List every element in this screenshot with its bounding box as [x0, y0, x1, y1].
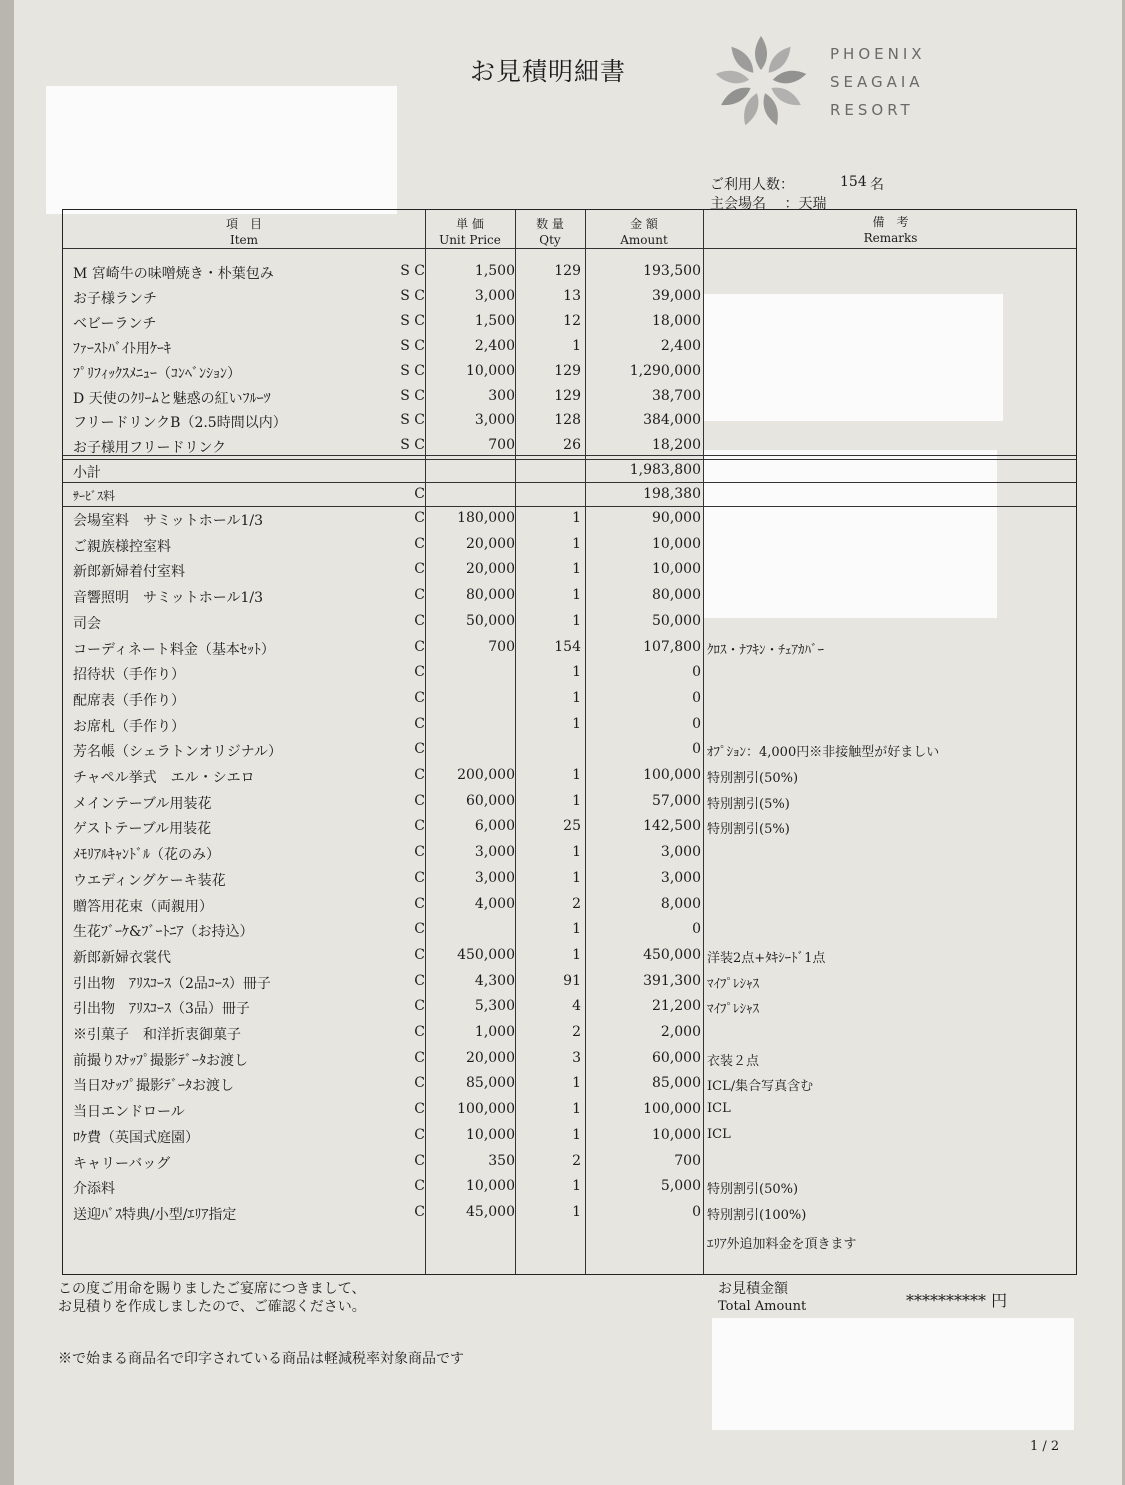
- cell-qty: 1: [572, 1126, 581, 1143]
- cell-amount: 18,200: [652, 437, 701, 454]
- table-row: [63, 259, 1078, 284]
- cell-amount: 3,000: [660, 869, 701, 886]
- cell-price: 80,000: [466, 587, 515, 604]
- cell-price: 100,000: [457, 1101, 515, 1118]
- cell-qty: 1: [572, 689, 581, 706]
- table-row: [63, 309, 1078, 334]
- col-header-price: 単 価 Unit Price: [439, 217, 501, 247]
- table-row: [63, 532, 1078, 557]
- cell-tax: S C: [400, 312, 425, 329]
- cell-remarks: ICL: [707, 1101, 731, 1117]
- cell-item: 介添料: [73, 1181, 115, 1198]
- cell-tax: S C: [400, 412, 425, 429]
- table-row: [63, 1046, 1078, 1071]
- table-row: [63, 840, 1078, 865]
- cell-amount: 0: [692, 689, 701, 706]
- cell-item: 引出物 ｱﾘｽｺｰｽ（3品）冊子: [73, 1001, 250, 1018]
- cell-remarks: ICL: [707, 1126, 731, 1142]
- cell-amount: 38,700: [652, 387, 701, 404]
- cell-qty: 1: [572, 337, 581, 354]
- cell-qty: 1: [572, 587, 581, 604]
- cell-amount: 2,400: [660, 337, 701, 354]
- venue-info: 主会場名 ：天瑞: [710, 196, 827, 212]
- cell-amount: 3,000: [660, 844, 701, 861]
- cell-amount: 0: [692, 715, 701, 732]
- table-row: [63, 433, 1078, 458]
- cell-qty: 3: [572, 1049, 581, 1066]
- cell-remarks: ﾏｲﾌﾟﾚｼｬｽ: [707, 1002, 759, 1018]
- cell-item: D 天使のｸﾘｰﾑと魅惑の紅いﾌﾙｰﾂ: [73, 390, 271, 407]
- col-header-remarks: 備 考 Remarks: [863, 215, 918, 245]
- cell-price: 700: [488, 638, 515, 655]
- cell-tax: C: [414, 535, 425, 552]
- footer-message: この度ご用命を賜りましたご宴席につきまして、 お見積りを作成しましたので、ご確認ください。: [58, 1281, 366, 1315]
- resort-logo-text: PHOENIX SEAGAIA RESORT: [830, 45, 926, 119]
- cell-item: 送迎ﾊﾞｽ特典/小型/ｴﾘｱ指定: [73, 1206, 237, 1223]
- cell-amount: 80,000: [652, 587, 701, 604]
- cell-item: お席札（手作り）: [73, 718, 185, 735]
- cell-price: 45,000: [466, 1203, 515, 1220]
- cell-qty: 2: [572, 1152, 581, 1169]
- cell-qty: 128: [554, 412, 581, 429]
- cell-qty: 1: [572, 561, 581, 578]
- document-title: お見積明細書: [470, 57, 627, 86]
- cell-amount: 1,290,000: [629, 362, 701, 379]
- cell-qty: 26: [563, 437, 581, 454]
- cell-price: 3,000: [474, 869, 515, 886]
- cell-item: 配席表（手作り）: [73, 692, 185, 709]
- table-row: [63, 789, 1078, 814]
- redaction-customer: [46, 86, 397, 214]
- table-row: [63, 1097, 1078, 1122]
- table-row: [63, 892, 1078, 917]
- cell-qty: 129: [554, 362, 581, 379]
- cell-item: フリードリンクB（2.5時間以内）: [73, 415, 287, 432]
- cell-price: 3,000: [474, 412, 515, 429]
- cell-tax: S C: [400, 287, 425, 304]
- cell-tax: C: [414, 638, 425, 655]
- table-row: [63, 814, 1078, 839]
- cell-tax: C: [414, 1152, 425, 1169]
- cell-price: 180,000: [457, 510, 515, 526]
- cell-item: ﾌｧｰｽﾄﾊﾞｲﾄ用ｹｰｷ: [73, 340, 171, 357]
- cell-qty: 1: [572, 612, 581, 629]
- cell-price: 5,300: [474, 998, 515, 1015]
- cell-amount: 10,000: [652, 561, 701, 578]
- cell-qty: 1: [572, 715, 581, 732]
- cell-item: チャペル挙式 エル・シエロ: [73, 770, 255, 786]
- table-row: [63, 583, 1078, 608]
- cell-qty: 2: [572, 895, 581, 912]
- extra-remark-row: ｴﾘｱ外追加料金を頂きます: [707, 1237, 857, 1252]
- cell-tax: S C: [400, 263, 425, 279]
- cell-price: 1,500: [474, 312, 515, 329]
- cell-item: ﾛｹ費（英国式庭園）: [73, 1129, 199, 1146]
- cell-tax: C: [414, 510, 425, 526]
- cell-remarks: 洋装2点+ﾀｷｼｰﾄﾞ1点: [707, 950, 826, 966]
- col-header-qty: 数 量 Qty: [536, 217, 564, 247]
- cell-price: 50,000: [466, 612, 515, 629]
- cell-qty: 1: [572, 1178, 581, 1195]
- cell-tax: C: [414, 818, 425, 835]
- cell-tax: C: [414, 921, 425, 938]
- table-row: [63, 943, 1078, 968]
- cell-remarks: 特別割引(5%): [707, 822, 790, 838]
- cell-qty: 1: [572, 1101, 581, 1118]
- cell-qty: 1: [572, 1075, 581, 1092]
- cell-item: 新郎新婦着付室料: [73, 564, 185, 581]
- cell-amount: 8,000: [660, 895, 701, 912]
- cell-item: 引出物 ｱﾘｽｺｰｽ（2品ｺｰｽ）冊子: [73, 975, 271, 992]
- cell-amount: 100,000: [643, 1101, 701, 1118]
- cell-amount: 0: [692, 664, 701, 681]
- cell-item: 司会: [73, 615, 101, 632]
- cell-tax: C: [414, 587, 425, 604]
- table-row: [63, 635, 1078, 660]
- table-row: [63, 763, 1078, 788]
- cell-amount: 193,500: [643, 263, 701, 279]
- cell-item: 贈答用花束（両親用）: [73, 898, 213, 915]
- cell-tax: C: [414, 946, 425, 963]
- cell-price: 2,400: [474, 337, 515, 354]
- cell-item: 芳名帳（シェラトンオリジナル）: [73, 744, 283, 761]
- cell-tax: C: [414, 972, 425, 989]
- cell-qty: 1: [572, 1203, 581, 1220]
- table-row: [63, 686, 1078, 711]
- table-row: [63, 866, 1078, 891]
- table-row: [63, 557, 1078, 582]
- cell-price: 1,500: [474, 263, 515, 279]
- cell-item: ウエディングケーキ装花: [73, 872, 226, 889]
- cell-tax: C: [414, 664, 425, 681]
- cell-qty: 1: [572, 664, 581, 681]
- total-label: お見積金額 Total Amount: [718, 1281, 807, 1314]
- table-row: [63, 408, 1078, 433]
- cell-item: ﾒﾓﾘｱﾙｷｬﾝﾄﾞﾙ（花のみ）: [73, 847, 220, 864]
- cell-price: 10,000: [466, 362, 515, 379]
- cell-amount: 85,000: [652, 1075, 701, 1092]
- guests-info: ご利用人数： 154 名: [710, 174, 884, 193]
- table-row: [63, 506, 1078, 531]
- cell-amount: 2,000: [660, 1024, 701, 1040]
- cell-qty: 1: [572, 869, 581, 886]
- cell-price: 4,300: [474, 972, 515, 989]
- cell-remarks: ｸﾛｽ・ﾅﾌｷﾝ・ﾁｪｱｶﾊﾞｰ: [707, 642, 825, 658]
- cell-qty: 1: [572, 946, 581, 963]
- cell-tax: S C: [400, 437, 425, 454]
- cell-item: M 宮崎牛の味噌焼き・朴葉包み: [73, 266, 274, 282]
- cell-tax: C: [414, 1203, 425, 1220]
- cell-tax: S C: [400, 362, 425, 379]
- phoenix-logo-icon: [708, 32, 814, 132]
- cell-amount: 90,000: [652, 510, 701, 526]
- cell-tax: C: [414, 844, 425, 861]
- cell-remarks: ﾏｲﾌﾟﾚｼｬｽ: [707, 976, 759, 992]
- cell-remarks: 特別割引(100%): [707, 1207, 807, 1223]
- cell-amount: 0: [692, 741, 701, 758]
- cell-item: コーディネート料金（基本ｾｯﾄ）: [73, 641, 275, 658]
- cell-qty: 1: [572, 510, 581, 526]
- cell-amount: 39,000: [652, 287, 701, 304]
- cell-price: 200,000: [457, 767, 515, 783]
- cell-amount: 10,000: [652, 1126, 701, 1143]
- cell-price: 10,000: [466, 1178, 515, 1195]
- cell-remarks: 特別割引(5%): [707, 796, 790, 812]
- cell-price: 6,000: [474, 818, 515, 835]
- cell-qty: 154: [554, 638, 581, 655]
- cell-amount: 5,000: [660, 1178, 701, 1195]
- service-row: ｻｰﾋﾞｽ料 C 198,380: [73, 486, 701, 503]
- cell-item: 当日ｽﾅｯﾌﾟ撮影ﾃﾞｰﾀお渡し: [73, 1078, 234, 1095]
- col-header-amount: 金 額 Amount: [620, 217, 668, 247]
- cell-amount: 57,000: [652, 792, 701, 809]
- cell-item: お子様ランチ: [73, 290, 157, 307]
- cell-amount: 0: [692, 921, 701, 938]
- cell-price: 3,000: [474, 844, 515, 861]
- cell-qty: 1: [572, 844, 581, 861]
- cell-item: お子様用フリードリンク: [73, 440, 227, 457]
- redaction-bottom: [712, 1318, 1074, 1430]
- cell-qty: 12: [563, 312, 581, 329]
- table-row: [63, 384, 1078, 409]
- table-row: [63, 1174, 1078, 1199]
- cell-qty: 2: [572, 1024, 581, 1040]
- cell-tax: C: [414, 689, 425, 706]
- cell-amount: 50,000: [652, 612, 701, 629]
- cell-amount: 18,000: [652, 312, 701, 329]
- table-row: [63, 969, 1078, 994]
- cell-price: 300: [488, 387, 515, 404]
- cell-qty: 13: [563, 287, 581, 304]
- cell-tax: C: [414, 792, 425, 809]
- cell-item: 新郎新婦衣裳代: [73, 949, 171, 966]
- cell-remarks: ｵﾌﾟｼｮﾝ：4,000円※非接触型が好ましい: [707, 745, 940, 761]
- cell-tax: S C: [400, 387, 425, 404]
- table-row: [63, 1200, 1078, 1225]
- cell-amount: 60,000: [652, 1049, 701, 1066]
- cell-amount: 107,800: [643, 638, 701, 655]
- cell-amount: 21,200: [652, 998, 701, 1015]
- cell-amount: 10,000: [652, 535, 701, 552]
- cell-item: 招待状（手作り）: [73, 667, 185, 684]
- table-row: [63, 1149, 1078, 1174]
- cell-tax: C: [414, 715, 425, 732]
- cell-price: 3,000: [474, 287, 515, 304]
- cell-tax: C: [414, 1101, 425, 1118]
- table-row: [63, 1020, 1078, 1045]
- page-number: 1 / 2: [1030, 1439, 1060, 1454]
- cell-price: 85,000: [466, 1075, 515, 1092]
- cell-price: 450,000: [457, 946, 515, 963]
- cell-tax: S C: [400, 337, 425, 354]
- cell-amount: 384,000: [643, 412, 701, 429]
- table-row: [63, 994, 1078, 1019]
- cell-item: ※引菓子 和洋折衷御菓子: [73, 1027, 241, 1043]
- cell-amount: 700: [674, 1152, 701, 1169]
- cell-qty: 129: [554, 263, 581, 279]
- table-row: [63, 712, 1078, 737]
- cell-item: キャリーバッグ: [73, 1155, 171, 1172]
- cell-tax: C: [414, 561, 425, 578]
- cell-item: 前撮りｽﾅｯﾌﾟ撮影ﾃﾞｰﾀお渡し: [73, 1052, 248, 1069]
- cell-remarks: 特別割引(50%): [707, 771, 799, 786]
- table-row: [63, 1071, 1078, 1096]
- cell-tax: C: [414, 741, 425, 758]
- cell-price: 350: [488, 1152, 515, 1169]
- cell-item: 会場室料 サミットホール1/3: [73, 513, 263, 529]
- cell-tax: C: [414, 1075, 425, 1092]
- cell-item: ベビーランチ: [73, 315, 157, 332]
- cell-price: 10,000: [466, 1126, 515, 1143]
- cell-tax: C: [414, 1049, 425, 1066]
- table-row: [63, 334, 1078, 359]
- cell-amount: 142,500: [643, 818, 701, 835]
- cell-tax: C: [414, 998, 425, 1015]
- cell-tax: C: [414, 1126, 425, 1143]
- cell-qty: 91: [563, 972, 581, 989]
- cell-remarks: 特別割引(50%): [707, 1182, 799, 1198]
- cell-price: 20,000: [466, 1049, 515, 1066]
- cell-qty: 1: [572, 535, 581, 552]
- cell-item: 音響照明 サミットホール1/3: [73, 590, 263, 607]
- table-row: [63, 1123, 1078, 1148]
- table-row: [63, 609, 1078, 634]
- cell-price: 60,000: [466, 792, 515, 809]
- col-header-item: 項 目 Item: [225, 217, 262, 247]
- table-row: [63, 737, 1078, 762]
- cell-remarks: ICL/集合写真含む: [707, 1079, 814, 1095]
- cell-item: ゲストテーブル用装花: [73, 821, 212, 838]
- cell-amount: 450,000: [643, 946, 701, 963]
- cell-price: 20,000: [466, 561, 515, 578]
- cell-qty: 4: [572, 998, 581, 1015]
- cell-item: ご親族様控室料: [73, 538, 171, 555]
- cell-qty: 129: [554, 387, 581, 404]
- cell-tax: C: [414, 1024, 425, 1040]
- cell-item: 生花ﾌﾞｰｹ&ﾌﾞｰﾄﾆｱ（お持込）: [73, 924, 254, 941]
- cell-amount: 100,000: [643, 767, 701, 783]
- cell-price: 1,000: [474, 1024, 515, 1040]
- table-row: [63, 359, 1078, 384]
- reduced-tax-note: ※で始まる商品名で印字されている商品は軽減税率対象商品です: [58, 1351, 464, 1367]
- cell-qty: 1: [572, 792, 581, 809]
- cell-item: 当日エンドロール: [73, 1104, 185, 1121]
- subtotal-row: 小計 1,983,800: [73, 462, 701, 481]
- cell-item: メインテーブル用装花: [73, 795, 212, 812]
- cell-tax: C: [414, 869, 425, 886]
- table-row: [63, 660, 1078, 685]
- cell-amount: 391,300: [643, 972, 701, 989]
- estimate-table: [62, 209, 1077, 1275]
- cell-remarks: 衣装２点: [707, 1053, 760, 1069]
- cell-amount: 0: [692, 1203, 701, 1220]
- cell-qty: 1: [572, 921, 581, 938]
- cell-price: 4,000: [474, 895, 515, 912]
- cell-qty: 25: [563, 818, 581, 835]
- cell-price: 20,000: [466, 535, 515, 552]
- cell-tax: C: [414, 895, 425, 912]
- total-amount: ********** 円: [906, 1291, 1008, 1310]
- cell-tax: C: [414, 612, 425, 629]
- cell-tax: C: [414, 1178, 425, 1195]
- cell-tax: C: [414, 767, 425, 783]
- cell-price: 700: [488, 437, 515, 454]
- table-row: [63, 284, 1078, 309]
- cell-qty: 1: [572, 767, 581, 783]
- table-row: [63, 917, 1078, 942]
- cell-item: ﾌﾟﾘﾌｨｯｸｽﾒﾆｭｰ（ｺﾝﾍﾞﾝｼｮﾝ）: [73, 365, 241, 382]
